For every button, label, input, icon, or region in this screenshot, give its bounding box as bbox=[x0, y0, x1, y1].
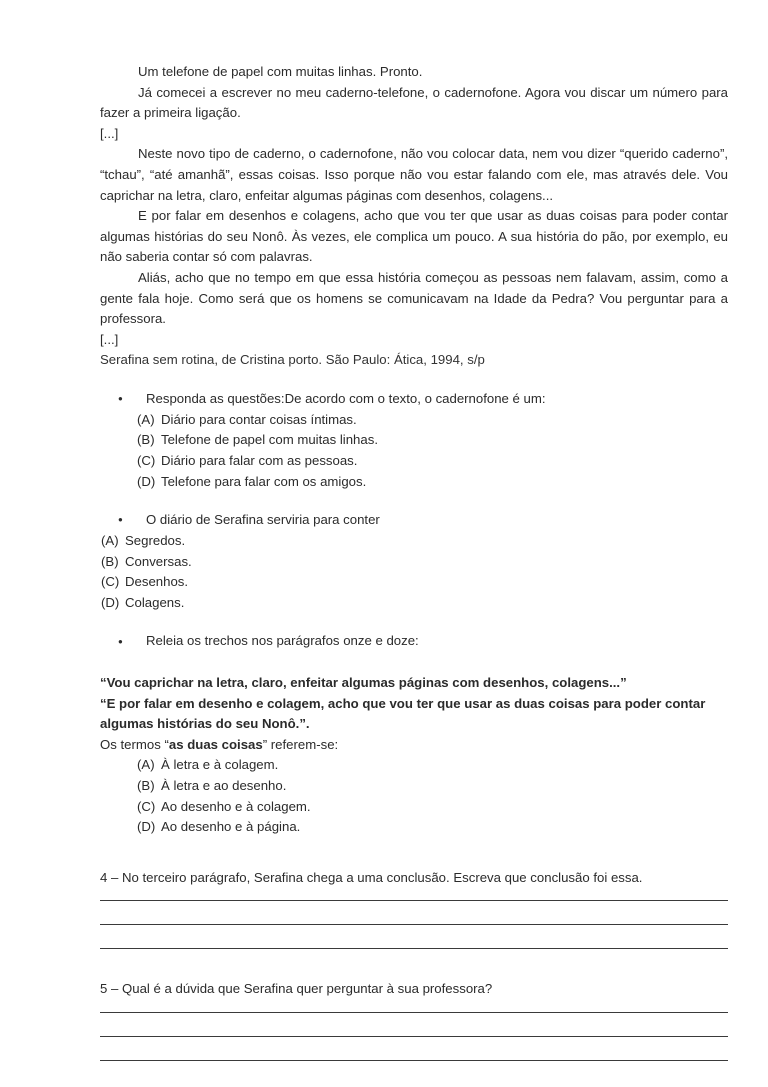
option-item[interactable] bbox=[100, 472, 728, 493]
option-key: (A) bbox=[137, 757, 155, 773]
passage-paragraph: Um telefone de papel com muitas linhas. Pronto. bbox=[138, 64, 423, 79]
option-item[interactable] bbox=[100, 451, 728, 472]
option-item[interactable] bbox=[100, 817, 728, 838]
answer-line[interactable] bbox=[100, 948, 728, 949]
option-label: Diário para falar com as pessoas. bbox=[161, 452, 358, 468]
question-2-stem-text: O diário de Serafina serviria para conter bbox=[146, 512, 380, 528]
question-4-answer-area[interactable] bbox=[100, 900, 728, 949]
source-attribution: Serafina sem rotina, de Cristina porto. São Paulo: Ática, 1994, s/p bbox=[100, 352, 485, 368]
bullet-icon bbox=[118, 510, 126, 531]
passage-paragraph: E por falar em desenhos e colagens, acho que vou ter que usar as duas coisas para poder contar algumas histórias do seu Nonô. Às vezes, ele complica um pouco. A sua história do pão, por exemplo, eu não saberia contar só com palavras. bbox=[100, 208, 728, 265]
option-label: Telefone de papel com muitas linhas. bbox=[161, 432, 378, 448]
question-3-stem bbox=[100, 631, 728, 652]
option-item[interactable] bbox=[100, 572, 728, 593]
option-label: Segredos. bbox=[125, 532, 186, 548]
passage-paragraph: Neste novo tipo de caderno, o cadernofone, não vou colocar data, nem vou dizer “querido caderno”, “tchau”, “até amanhã”, essas coisas. Isso porque não vou estar falando com ele, mas através dele. Vou caprichar na letra, claro, enfeitar algumas páginas com desenhos, colagens... bbox=[100, 146, 728, 203]
option-item[interactable] bbox=[100, 797, 728, 818]
reading-passage bbox=[100, 62, 728, 371]
passage-paragraph: Aliás, acho que no tempo em que essa história começou as pessoas nem falavam, assim, como a gente fala hoje. Como será que os homens se comunicavam na Idade da Pedra? Vou perguntar para a professora. bbox=[100, 269, 728, 327]
question-5-answer-area[interactable] bbox=[100, 1012, 728, 1061]
option-key: (D) bbox=[101, 594, 120, 610]
question-2-options bbox=[100, 531, 728, 613]
page-content bbox=[100, 62, 728, 1061]
option-label: À letra e à colagem. bbox=[161, 757, 279, 773]
option-label: Ao desenho e à página. bbox=[161, 819, 301, 835]
question-4 bbox=[100, 868, 728, 950]
question-2-stem bbox=[100, 510, 728, 531]
option-key: (D) bbox=[137, 473, 156, 489]
question-1-stem bbox=[100, 389, 728, 410]
answer-line[interactable] bbox=[100, 1060, 728, 1061]
option-label: Conversas. bbox=[125, 553, 192, 569]
option-label: À letra e ao desenho. bbox=[161, 778, 287, 794]
option-key: (B) bbox=[101, 553, 119, 569]
option-label: Desenhos. bbox=[125, 574, 189, 590]
option-label: Diário para contar coisas íntimas. bbox=[161, 411, 357, 427]
option-key: (C) bbox=[137, 452, 156, 468]
excerpt-terms-line bbox=[100, 735, 728, 756]
option-item[interactable] bbox=[100, 776, 728, 797]
option-item[interactable] bbox=[100, 410, 728, 431]
option-label: Telefone para falar com os amigos. bbox=[161, 473, 367, 489]
answer-line[interactable] bbox=[100, 900, 728, 901]
question-4-text: 4 – No terceiro parágrafo, Serafina chega a uma conclusão. Escreva que conclusão foi essa. bbox=[100, 869, 643, 885]
option-key: (A) bbox=[137, 411, 155, 427]
terms-suffix: ” referem-se: bbox=[262, 736, 339, 752]
answer-line[interactable] bbox=[100, 1012, 728, 1013]
question-1-options bbox=[100, 410, 728, 492]
option-label: Ao desenho e à colagem. bbox=[161, 798, 311, 814]
option-key: (C) bbox=[101, 574, 120, 590]
question-5 bbox=[100, 979, 728, 1061]
option-label: Colagens. bbox=[125, 594, 185, 610]
question-5-text: 5 – Qual é a dúvida que Serafina quer perguntar à sua professora? bbox=[100, 981, 493, 997]
terms-highlight: as duas coisas bbox=[168, 736, 263, 752]
question-3-stem-text: Releia os trechos nos parágrafos onze e doze: bbox=[146, 633, 419, 649]
answer-line[interactable] bbox=[100, 924, 728, 925]
bullet-icon bbox=[118, 389, 126, 410]
passage-paragraph: Já comecei a escrever no meu caderno-telefone, o cadernofone. Agora vou discar um número para fazer a primeira ligação. bbox=[100, 84, 728, 121]
option-key: (B) bbox=[137, 778, 155, 794]
option-key: (B) bbox=[137, 432, 155, 448]
passage-ellipsis: [...] bbox=[100, 331, 119, 347]
option-item[interactable] bbox=[100, 552, 728, 573]
excerpt-quote-two: “E por falar em desenho e colagem, acho que vou ter que usar as duas coisas para poder contar algumas histórias do seu Nonô.”. bbox=[100, 695, 706, 732]
option-item[interactable] bbox=[100, 755, 728, 776]
excerpt-quote-one: “Vou caprichar na letra, claro, enfeitar algumas páginas com desenhos, colagens...” bbox=[100, 675, 627, 691]
option-item[interactable] bbox=[100, 430, 728, 451]
answer-line[interactable] bbox=[100, 1036, 728, 1037]
question-1 bbox=[100, 389, 728, 492]
terms-prefix: Os termos “ bbox=[100, 736, 169, 752]
question-2 bbox=[100, 510, 728, 613]
option-key: (D) bbox=[137, 819, 156, 835]
question-3-excerpt bbox=[100, 673, 728, 755]
option-key: (C) bbox=[137, 798, 156, 814]
question-3-options bbox=[100, 755, 728, 837]
option-key: (A) bbox=[101, 532, 119, 548]
passage-ellipsis: [...] bbox=[100, 125, 119, 141]
option-item[interactable] bbox=[100, 593, 728, 614]
option-item[interactable] bbox=[100, 531, 728, 552]
question-3 bbox=[100, 631, 728, 838]
bullet-icon bbox=[118, 631, 126, 652]
question-1-stem-text: Responda as questões:De acordo com o texto, o cadernofone é um: bbox=[146, 390, 546, 406]
